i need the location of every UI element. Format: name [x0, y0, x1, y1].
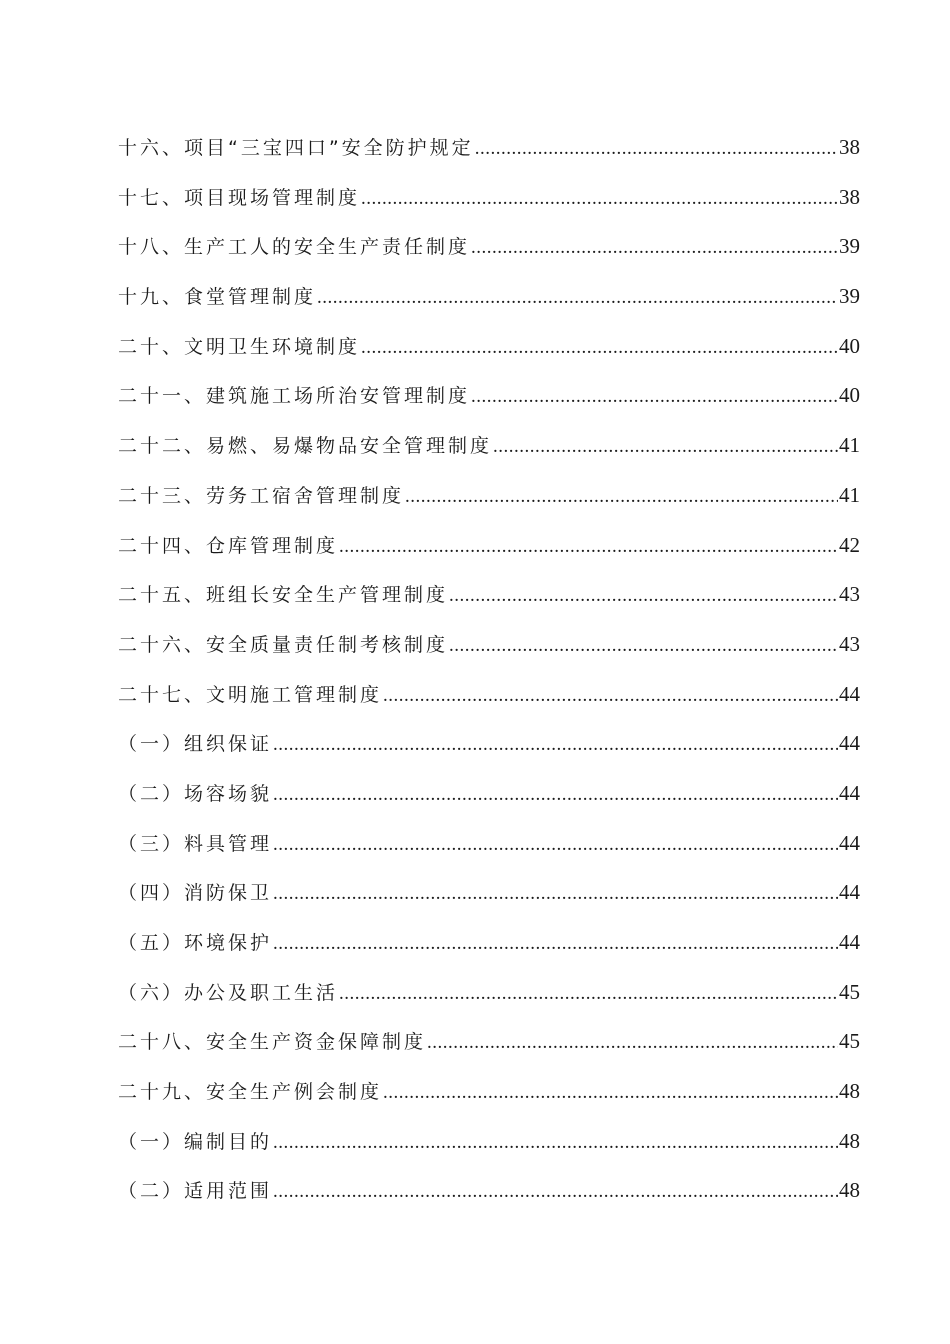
toc-dot-leader	[273, 784, 838, 806]
toc-entry-page: 41	[839, 433, 860, 458]
toc-entry-page: 44	[839, 681, 860, 706]
table-of-contents	[118, 133, 860, 1226]
toc-entry-title: （二）场容场貌	[118, 782, 273, 805]
toc-entry-title: 二十三、劳务工宿舍管理制度	[118, 484, 405, 507]
toc-dot-leader	[273, 1132, 838, 1154]
toc-entry[interactable]	[118, 183, 860, 233]
toc-entry[interactable]	[118, 282, 860, 332]
toc-entry-title: 二十二、易燃、易爆物品安全管理制度	[118, 435, 493, 458]
toc-entry-title: （一）组织保证	[118, 733, 273, 756]
toc-entry[interactable]	[118, 829, 860, 879]
toc-entry[interactable]	[118, 431, 860, 481]
toc-entry-title: 十六、项目“三宝四口”安全防护规定	[118, 137, 474, 159]
toc-entry-title: 十九、食堂管理制度	[118, 286, 317, 309]
toc-entry[interactable]	[118, 928, 860, 978]
toc-entry-title: 二十、文明卫生环境制度	[118, 335, 361, 358]
toc-entry[interactable]	[118, 133, 860, 183]
toc-entry-page: 45	[839, 1029, 860, 1054]
toc-entry-title: 二十八、安全生产资金保障制度	[118, 1031, 427, 1054]
toc-entry-page: 40	[839, 333, 860, 358]
toc-entry-title: 二十九、安全生产例会制度	[118, 1081, 383, 1104]
toc-entry[interactable]	[118, 630, 860, 680]
toc-dot-leader	[317, 287, 838, 309]
toc-dot-leader	[383, 1082, 838, 1104]
toc-dot-leader	[405, 486, 838, 508]
toc-entry-page: 44	[839, 930, 860, 954]
toc-entry-title: （三）料具管理	[118, 832, 273, 855]
toc-entry[interactable]	[118, 1077, 860, 1127]
toc-entry-title: 二十五、班组长安全生产管理制度	[118, 584, 449, 607]
toc-entry-page: 44	[839, 880, 860, 905]
toc-entry-title: 二十一、建筑施工场所治安管理制度	[118, 385, 471, 408]
toc-entry-page: 42	[839, 532, 860, 557]
toc-dot-leader	[449, 585, 838, 607]
toc-entry[interactable]	[118, 978, 860, 1028]
toc-entry[interactable]	[118, 1176, 860, 1226]
toc-dot-leader	[273, 1181, 838, 1203]
toc-dot-leader	[475, 138, 838, 160]
toc-entry-page: 48	[839, 1178, 860, 1203]
toc-dot-leader	[273, 933, 838, 955]
toc-entry[interactable]	[118, 1127, 860, 1177]
toc-entry-page: 45	[839, 979, 860, 1004]
toc-entry-title: （六）办公及职工生活	[118, 981, 339, 1004]
toc-entry-page: 40	[839, 383, 860, 408]
toc-dot-leader	[339, 536, 838, 558]
toc-dot-leader	[471, 237, 838, 259]
toc-dot-leader	[273, 834, 838, 856]
toc-entry-title: （四）消防保卫	[118, 882, 273, 905]
toc-entry-title: 二十六、安全质量责任制考核制度	[118, 633, 449, 656]
toc-entry[interactable]	[118, 779, 860, 829]
toc-entry-title: （五）环境保护	[118, 932, 273, 954]
toc-entry[interactable]	[118, 481, 860, 531]
toc-entry-page: 48	[839, 1079, 860, 1104]
toc-entry-page: 43	[839, 631, 860, 656]
toc-entry[interactable]	[118, 878, 860, 928]
toc-entry-title: 十七、项目现场管理制度	[118, 186, 361, 209]
toc-dot-leader	[383, 685, 838, 707]
toc-dot-leader	[427, 1032, 838, 1054]
toc-entry-page: 44	[839, 780, 860, 805]
toc-entry-page: 41	[839, 482, 860, 507]
toc-dot-leader	[273, 883, 838, 905]
toc-entry[interactable]	[118, 531, 860, 581]
toc-entry[interactable]	[118, 332, 860, 382]
toc-entry-title: 二十七、文明施工管理制度	[118, 683, 383, 706]
toc-entry-page: 38	[839, 184, 860, 209]
toc-entry[interactable]	[118, 680, 860, 730]
toc-entry[interactable]	[118, 381, 860, 431]
toc-dot-leader	[361, 337, 838, 359]
toc-entry-page: 38	[839, 135, 860, 159]
toc-entry-title: （二）适用范围	[118, 1180, 273, 1203]
toc-entry-page: 43	[839, 582, 860, 607]
toc-dot-leader	[361, 188, 838, 210]
toc-entry-page: 39	[839, 284, 860, 309]
toc-dot-leader	[339, 983, 838, 1005]
toc-dot-leader	[273, 734, 838, 756]
toc-entry-title: （一）编制目的	[118, 1130, 273, 1153]
toc-entry-title: 十八、生产工人的安全生产责任制度	[118, 236, 471, 259]
toc-entry[interactable]	[118, 580, 860, 630]
toc-entry-page: 44	[839, 830, 860, 855]
toc-entry[interactable]	[118, 232, 860, 282]
toc-entry[interactable]	[118, 1027, 860, 1077]
toc-dot-leader	[471, 386, 838, 408]
toc-entry-page: 44	[839, 731, 860, 756]
toc-entry[interactable]	[118, 729, 860, 779]
toc-dot-leader	[493, 436, 838, 458]
toc-entry-page: 39	[839, 234, 860, 259]
toc-dot-leader	[449, 635, 838, 657]
toc-entry-title: 二十四、仓库管理制度	[118, 534, 339, 557]
toc-entry-page: 48	[839, 1128, 860, 1153]
